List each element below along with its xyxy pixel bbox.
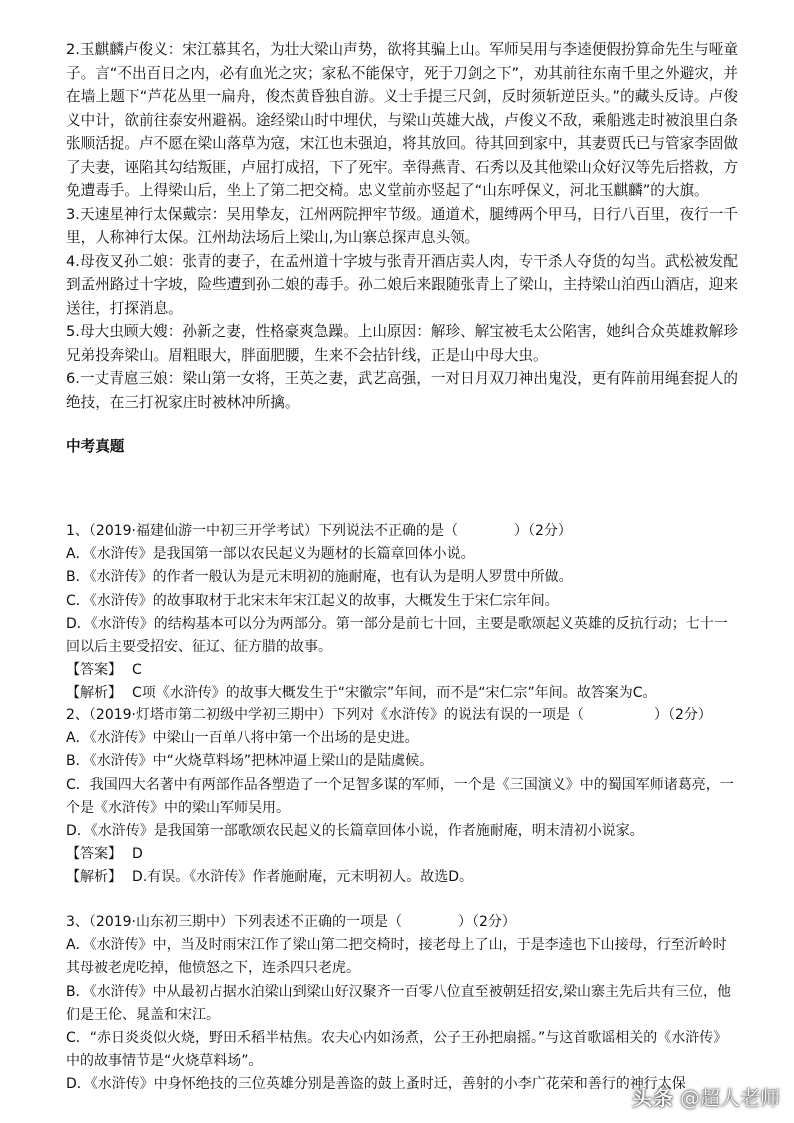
option-b: B．《水浒传》中从最初占据水泊梁山到梁山好汉聚齐一百零八位直至被朝廷招安,梁山寨主先后共有三位，他们是王伦、晁盖和宋江。	[66, 983, 732, 1023]
analysis-row	[66, 682, 738, 705]
option-a: A．《水浒传》中梁山一百单八将中第一个出场的是史进。	[66, 730, 419, 747]
analysis-label: 【解析】	[66, 685, 122, 702]
option-a: A．《水浒传》是我国第一部以农民起义为题材的长篇章回体小说。	[66, 546, 475, 563]
character-paragraph: 4.母夜叉孙二娘：张青的妻子，在孟州道十字坡与张青开酒店卖人肉，专干杀人夺货的勾当。武松被发配到孟州路过十字坡，险些遭到孙二娘的毒手。孙二娘后来跟随张青上了梁山，主持梁山泊西山酒店，迎来送往，打探消息。	[66, 252, 738, 317]
option-a: A．《水浒传》中，当及时雨宋江作了梁山第二把交椅时，接老母上了山，于是李逵也下山接母，行至沂岭时其母被老虎吃掉，他愤怒之下，连杀四只老虎。	[66, 937, 727, 977]
answer-label: 【答案】	[66, 846, 122, 863]
answer-row	[66, 843, 738, 866]
analysis-text: D.有误。《水浒传》作者施耐庵，元末明初人。故选D。	[132, 869, 474, 886]
option-b: B．《水浒传》中“火烧草料场”把林冲逼上梁山的是陆虞候。	[66, 753, 434, 770]
answer-value: C	[132, 662, 142, 679]
character-paragraph: 5.母大虫顾大嫂：孙新之妻，性格豪爽急躁。上山原因：解珍、解宝被毛太公陷害，她纠合众英雄救解珍兄弟投奔梁山。眉粗眼大，胖面肥腰，生来不会拈针线，正是山中母大虫。	[66, 323, 738, 364]
character-paragraph: 2.玉麒麟卢俊义：宋江慕其名，为壮大梁山声势，欲将其骗上山。军师吴用与李逵便假扮算命先生与哑童子。言“不出百日之内，必有血光之灾；家私不能保守，死于刀剑之下”，劝其前往东南千里之外避灾，并在墙上题下“芦花丛里一扁舟，俊杰黄昏独自游。义士手提三尺剑，反时须斩逆臣头。”的藏头反诗。卢俊义中计，欲前往泰安州避祸。途经梁山时中埋伏，与梁山英雄大战，卢俊义不敌，乘船逃走时被浪里白条张顺活捉。卢不愿在梁山落草为寇，宋江也未强迫，将其放回。待其回到家中，其妻贾氏已与管家李固做了夫妻，诬陷其勾结叛匪，卢屈打成招，下了死牢。幸得燕青、石秀以及其他梁山众好汉等先后搭救，方免遭毒手。上得梁山后，坐上了第二把交椅。忠义堂前亦竖起了“山东呼保义，河北玉麒麟”的大旗。	[66, 41, 738, 199]
question-block	[66, 911, 738, 1097]
question-block	[66, 704, 738, 890]
toutiao-logo: 头条	[632, 1086, 674, 1110]
option-d: D．《水浒传》中身怀绝技的三位英雄分别是善盗的鼓上蚤时迁，善射的小李广花荣和善行的神行太保	[66, 1076, 686, 1093]
question-stem: 3、（2019·山东初三期中）下列表述不正确的一项是（ ）（2分）	[66, 914, 516, 930]
question-block	[66, 520, 738, 706]
analysis-text: C项《水浒传》的故事大概发生于“宋徽宗”年间，而不是“宋仁宗”年间。故答案为C。	[132, 685, 657, 702]
answer-label: 【答案】	[66, 662, 122, 679]
option-c: C．“赤日炎炎似火烧，野田禾稻半枯焦。农夫心内如汤煮，公子王孙把扇摇。”与这首歌谣相关的《水浒传》中的故事情节是“火烧草料场”。	[66, 1030, 728, 1070]
character-list	[66, 38, 738, 414]
option-b: B．《水浒传》的作者一般认为是元末明初的施耐庵，也有认为是明人罗贯中所做。	[66, 569, 573, 586]
option-c: C．《水浒传》的故事取材于北宋末年宋江起义的故事，大概发生于宋仁宗年间。	[66, 592, 559, 609]
watermark-author: @超人老师	[680, 1086, 780, 1110]
question-stem: 1、（2019·福建仙游一中初三开学考试）下列说法不正确的是（ ）（2分）	[66, 523, 572, 539]
option-d: D．《水浒传》是我国第一部歌颂农民起义的长篇章回体小说，作者施耐庵，明末清初小说家。	[66, 823, 644, 840]
question-stem: 2、（2019·灯塔市第二初级中学初三期中）下列对《水浒传》的说法有误的一项是（ ）（2分）	[66, 707, 712, 723]
answer-value: D	[132, 846, 143, 863]
answer-row	[66, 659, 738, 682]
analysis-row	[66, 866, 738, 889]
watermark	[632, 1082, 780, 1111]
analysis-label: 【解析】	[66, 869, 122, 886]
option-c: C．我国四大名著中有两部作品各塑造了一个足智多谋的军师，一个是《三国演义》中的蜀国军师诸葛亮，一个是《水浒传》中的梁山军师吴用。	[66, 776, 734, 816]
character-paragraph: 6.一丈青扈三娘：梁山第一女将，王英之妻，武艺高强，一对日月双刀神出鬼没，更有阵前用绳套捉人的绝技，在三打祝家庄时被林冲所擒。	[66, 370, 738, 411]
section-title: 中考真题	[66, 438, 125, 455]
character-paragraph: 3.天速星神行太保戴宗：吴用挚友，江州两院押牢节级。通道术，腿缚两个甲马，日行八百里，夜行一千里，人称神行太保。江州劫法场后上梁山,为山寨总探声息头领。	[66, 205, 738, 246]
option-d: D．《水浒传》的结构基本可以分为两部分。第一部分是前七十回，主要是歌颂起义英雄的反抗行动；七十一回以后主要受招安、征辽、征方腊的故事。	[66, 615, 728, 656]
